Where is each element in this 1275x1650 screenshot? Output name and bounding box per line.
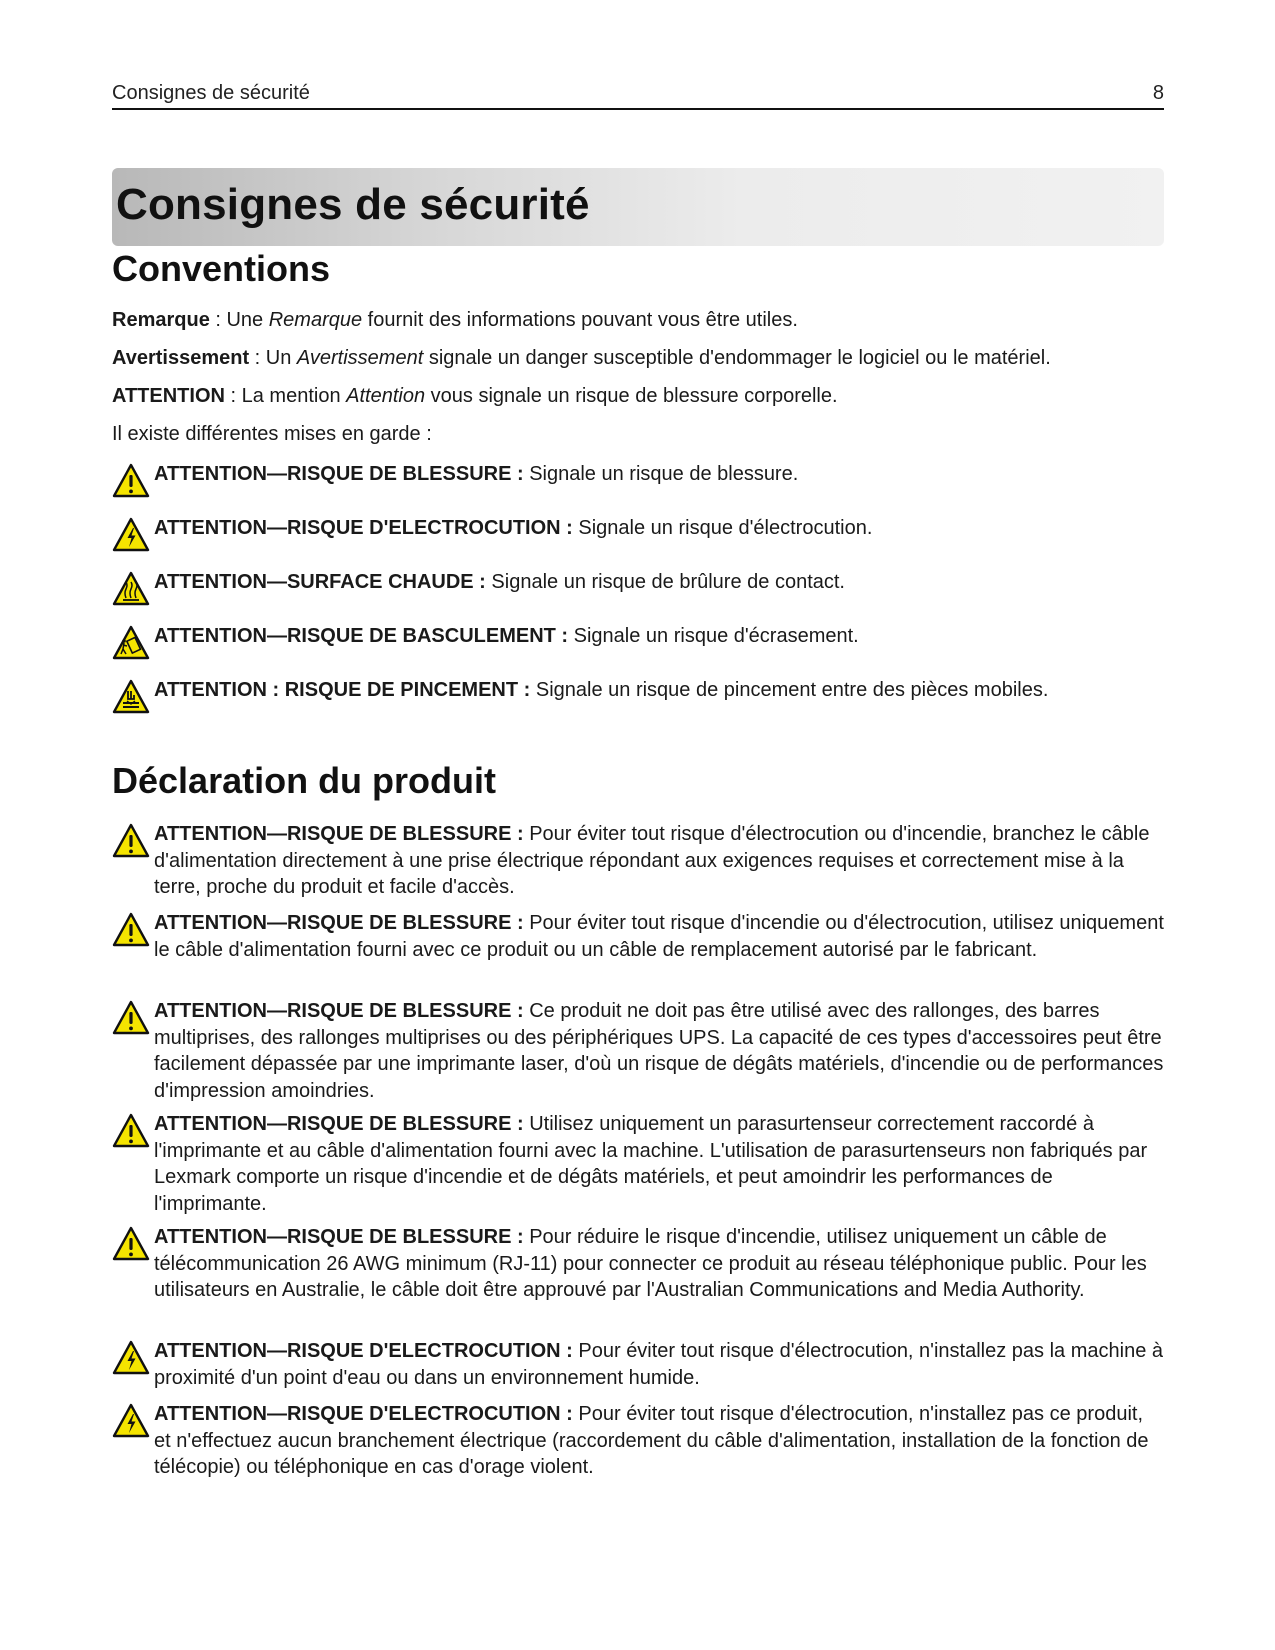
- declaration-label: ATTENTION—RISQUE DE BLESSURE :: [154, 1000, 524, 1022]
- declaration-text: [154, 1401, 1164, 1481]
- avertissement-sep: : Un: [249, 347, 297, 369]
- attention-label: ATTENTION: [112, 385, 225, 407]
- declaration-label: ATTENTION—RISQUE DE BLESSURE :: [154, 912, 524, 934]
- declaration-label: ATTENTION—RISQUE DE BLESSURE :: [154, 1226, 524, 1248]
- declaration-label: ATTENTION—RISQUE DE BLESSURE :: [154, 823, 524, 845]
- declaration-desc: Pour éviter tout risque d'électrocution, n'installez pas la machine à proximité d'un point d'eau ou dans un environnement humide.: [154, 1340, 1164, 1389]
- remarque-term: Remarque: [268, 309, 363, 331]
- attention-sep: : La mention: [224, 385, 347, 407]
- declaration-desc: Pour éviter tout risque d'électrocution ou d'incendie, branchez le câble d'alimentation directement à une prise électrique répondant aux exigences requises et correctement mise à la terre, proche du produit et facile d'accès.: [154, 823, 1150, 898]
- declaration-label: ATTENTION—RISQUE D'ELECTROCUTION :: [154, 1403, 573, 1425]
- remarque-rest: fournit des informations pouvant vous être utiles.: [362, 309, 798, 331]
- hot-surface-warning-icon: [112, 571, 150, 607]
- attention-term: Attention: [346, 385, 426, 407]
- warning-type-text: [154, 569, 1164, 596]
- warning-type-desc: Signale un risque de blessure.: [523, 463, 799, 485]
- warning-type-text: [154, 461, 1164, 488]
- remarque-sep: : Une: [209, 309, 269, 331]
- running-header: [112, 80, 1164, 110]
- chapter-banner: [112, 168, 1164, 246]
- injury-warning-icon: [112, 463, 150, 499]
- convention-attention: [112, 385, 838, 408]
- injury-warning-icon: [112, 912, 150, 948]
- declaration-label: ATTENTION—RISQUE DE BLESSURE :: [154, 1113, 524, 1135]
- attention-rest: vous signale un risque de blessure corporelle.: [425, 385, 838, 407]
- convention-remarque: [112, 309, 798, 332]
- warning-type-label: ATTENTION—RISQUE DE BLESSURE :: [154, 463, 524, 485]
- declaration-desc: Pour éviter tout risque d'incendie ou d'électrocution, utilisez uniquement le câble d'alimentation fourni avec ce produit ou un câble de remplacement autorisé par le fabricant.: [154, 912, 1164, 961]
- page-number: 8: [1152, 82, 1164, 104]
- avertissement-label: Avertissement: [112, 347, 250, 369]
- declaration-desc: Pour éviter tout risque d'électrocution, n'installez pas ce produit, et n'effectuez aucun branchement électrique (raccordement du câble d'alimentation, installation de la fonction de télécopie) ou téléphonique en cas d'orage violent.: [154, 1403, 1149, 1478]
- declaration-desc: Utilisez uniquement un parasurtenseur correctement raccordé à l'imprimante et au câble d'alimentation fourni avec la machine. L'utilisation de parasurtenseurs non fabriqués par Lexmark comporte un risque d'incendie et de dégâts matériels, et peut amoindrir les performances de l'imprimante.: [154, 1113, 1148, 1215]
- declaration-label: ATTENTION—RISQUE D'ELECTROCUTION :: [154, 1340, 573, 1362]
- warning-type-text: [154, 677, 1164, 704]
- pinch-warning-icon: [112, 679, 150, 715]
- tipping-warning-icon: [112, 625, 150, 661]
- warning-type-label: ATTENTION—RISQUE D'ELECTROCUTION :: [154, 517, 573, 539]
- warning-type-label: ATTENTION—RISQUE DE BASCULEMENT :: [154, 625, 569, 647]
- warning-type-label: ATTENTION : RISQUE DE PINCEMENT :: [154, 679, 531, 701]
- injury-warning-icon: [112, 1226, 150, 1262]
- conventions-heading: Conventions: [112, 248, 331, 289]
- avertissement-term: Avertissement: [296, 347, 424, 369]
- warning-types-intro: Il existe différentes mises en garde :: [112, 423, 432, 445]
- injury-warning-icon: [112, 1113, 150, 1149]
- declaration-text: [154, 1111, 1164, 1217]
- declaration-heading: Déclaration du produit: [112, 760, 497, 801]
- warning-type-text: [154, 515, 1164, 542]
- injury-warning-icon: [112, 823, 150, 859]
- declaration-text: [154, 1224, 1164, 1304]
- electric-shock-warning-icon: [112, 1340, 150, 1376]
- warning-type-desc: Signale un risque d'électrocution.: [572, 517, 873, 539]
- warning-type-desc: Signale un risque d'écrasement.: [568, 625, 859, 647]
- warning-type-label: ATTENTION—SURFACE CHAUDE :: [154, 571, 486, 593]
- warning-type-text: [154, 623, 1164, 650]
- declaration-desc: Pour réduire le risque d'incendie, utilisez uniquement un câble de télécommunication 26 AWG minimum (RJ-11) pour connecter ce produit au réseau téléphonique public. Pour les utilisateurs en Australie, le câble doit être approuvé par l'Australian Communications and Media Authority.: [154, 1226, 1147, 1301]
- declaration-text: [154, 910, 1164, 963]
- injury-warning-icon: [112, 1000, 150, 1036]
- declaration-text: [154, 1338, 1164, 1391]
- declaration-text: [154, 821, 1164, 901]
- electric-shock-warning-icon: [112, 517, 150, 553]
- header-title: Consignes de sécurité: [112, 82, 310, 104]
- electric-shock-warning-icon: [112, 1403, 150, 1439]
- declaration-desc: Ce produit ne doit pas être utilisé avec des rallonges, des barres multiprises, des rallonges multiprises ou des périphériques UPS. La capacité de ces types d'accessoires peut être facilement dépassée par une imprimante laser, d'où un risque de dégâts matériels, d'incendie ou de performances d'impression amoindries.: [154, 1000, 1164, 1102]
- warning-type-desc: Signale un risque de pincement entre des pièces mobiles.: [530, 679, 1049, 701]
- warning-type-desc: Signale un risque de brûlure de contact.: [485, 571, 845, 593]
- convention-avertissement: [112, 347, 1051, 370]
- avertissement-rest: signale un danger susceptible d'endommager le logiciel ou le matériel.: [423, 347, 1051, 369]
- chapter-title: Consignes de sécurité: [116, 180, 590, 229]
- remarque-label: Remarque: [112, 309, 210, 331]
- declaration-text: [154, 998, 1164, 1104]
